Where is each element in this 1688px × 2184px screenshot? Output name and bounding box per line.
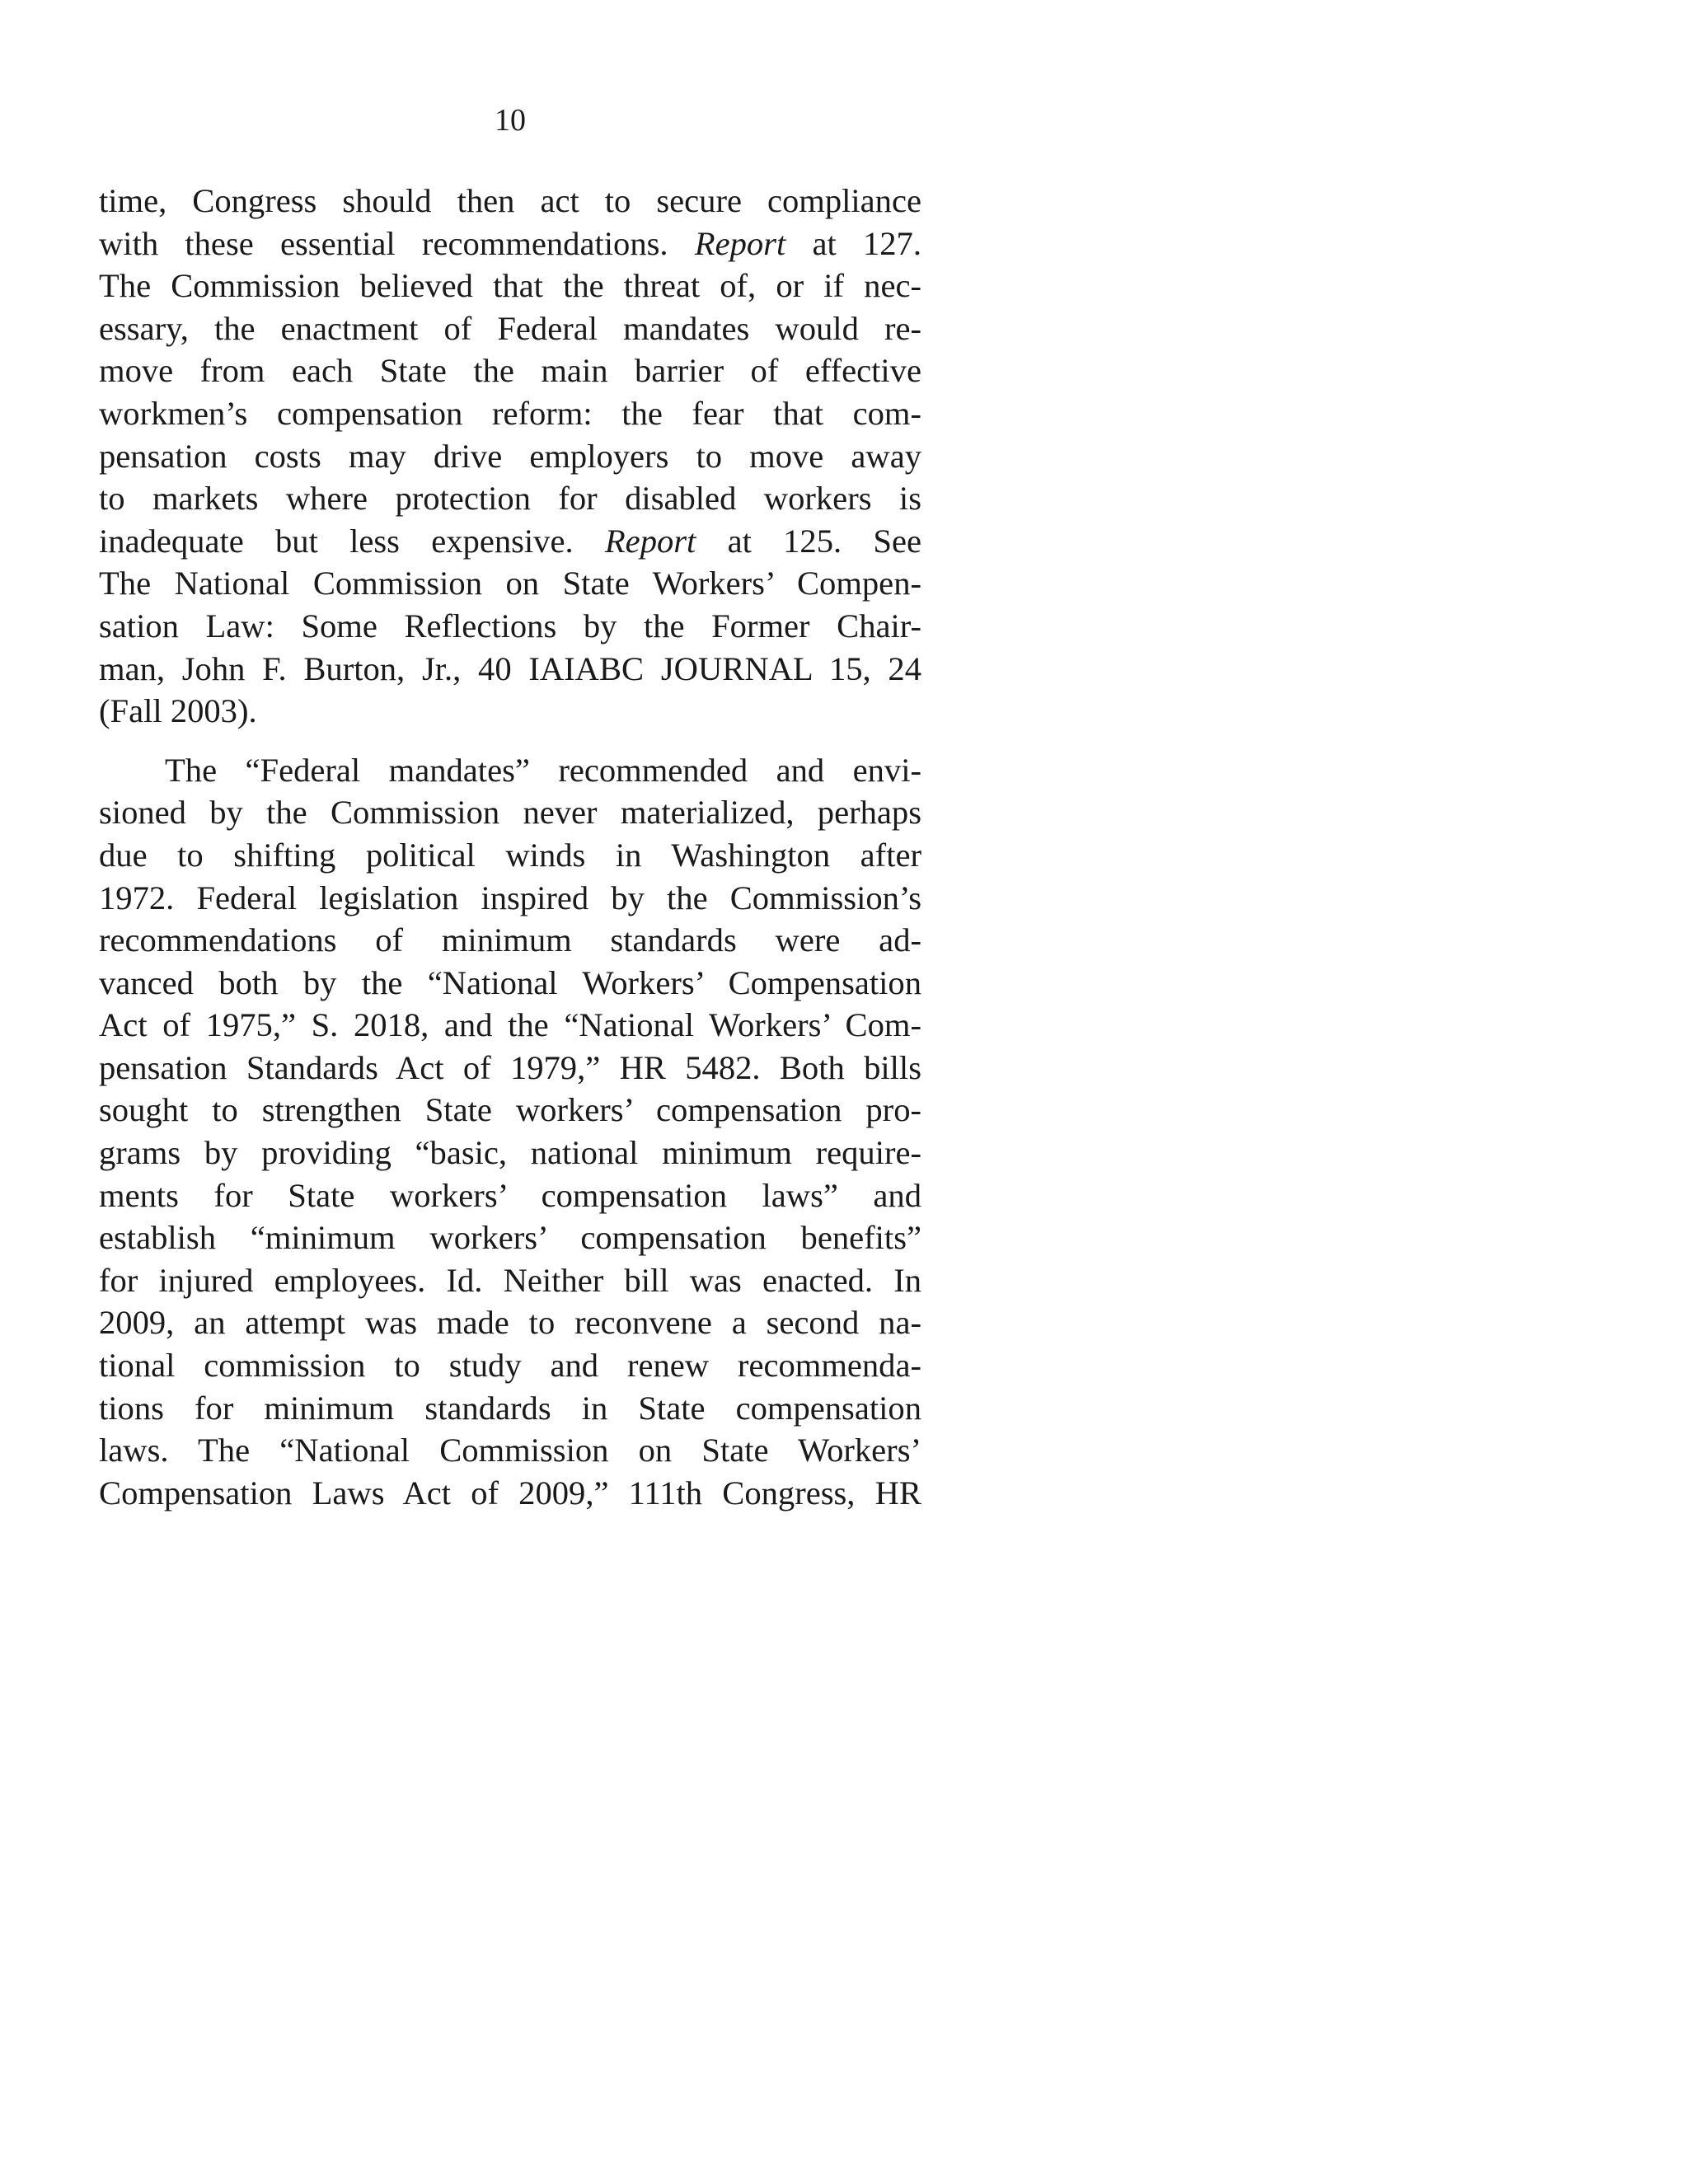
text-line: inadequate but less expensive. Report at 125. See bbox=[99, 522, 921, 560]
text-line: sation Law: Some Reflections by the Former Chair- bbox=[99, 607, 921, 644]
italic-citation: Report bbox=[694, 224, 786, 262]
page-number: 10 bbox=[495, 103, 526, 138]
text-line: time, Congress should then act to secure compliance bbox=[99, 182, 921, 219]
text-line: The National Commission on State Workers’ Compen- bbox=[99, 565, 921, 602]
text-line: grams by providing “basic, national minimum require- bbox=[99, 1134, 921, 1172]
text-line: sioned by the Commission never materialized, perhaps bbox=[99, 794, 921, 832]
text-line: The Commission believed that the threat of, or if nec- bbox=[99, 267, 921, 305]
text-line: tional commission to study and renew recommenda- bbox=[99, 1347, 921, 1385]
text-line: recommendations of minimum standards were ad- bbox=[99, 921, 921, 959]
text-line: The “Federal mandates” recommended and envi- bbox=[165, 751, 921, 789]
text-line: to markets where protection for disabled workers is bbox=[99, 480, 921, 518]
italic-citation: Report bbox=[604, 522, 696, 560]
text-line: with these essential recommendations. Report at 127. bbox=[99, 224, 921, 262]
text-line: man, John F. Burton, Jr., 40 IAIABC JOURNAL 15, 24 bbox=[99, 649, 921, 687]
text-line: pensation Standards Act of 1979,” HR 5482. Both bills bbox=[99, 1048, 921, 1086]
text-line: for injured employees. Id. Neither bill was enacted. In bbox=[99, 1261, 921, 1299]
text-line: Compensation Laws Act of 2009,” 111th Congress, HR bbox=[99, 1474, 921, 1511]
text-line: (Fall 2003). bbox=[99, 692, 257, 730]
text-line: move from each State the main barrier of effective bbox=[99, 352, 921, 390]
text-line: 1972. Federal legislation inspired by the Commission’s bbox=[99, 879, 921, 916]
text-line: ments for State workers’ compensation laws” and bbox=[99, 1176, 921, 1214]
text-line: pensation costs may drive employers to move away bbox=[99, 437, 921, 475]
text-line: sought to strengthen State workers’ compensation pro- bbox=[99, 1091, 921, 1129]
paragraph-1 bbox=[99, 180, 921, 733]
text-line: vanced both by the “National Workers’ Compensation bbox=[99, 963, 921, 1001]
text-line: laws. The “National Commission on State Workers’ bbox=[99, 1432, 921, 1469]
text-line: essary, the enactment of Federal mandates would re- bbox=[99, 309, 921, 347]
body-text bbox=[99, 180, 921, 1514]
text-line: tions for minimum standards in State compensation bbox=[99, 1389, 921, 1427]
text-line: 2009, an attempt was made to reconvene a second na- bbox=[99, 1304, 921, 1342]
text-line: establish “minimum workers’ compensation benefits” bbox=[99, 1219, 921, 1257]
text-line: due to shifting political winds in Washington after bbox=[99, 836, 921, 874]
paragraph-2 bbox=[99, 749, 921, 1515]
text-line: Act of 1975,” S. 2018, and the “National Workers’ Com- bbox=[99, 1006, 921, 1044]
text-line: workmen’s compensation reform: the fear that com- bbox=[99, 394, 921, 432]
